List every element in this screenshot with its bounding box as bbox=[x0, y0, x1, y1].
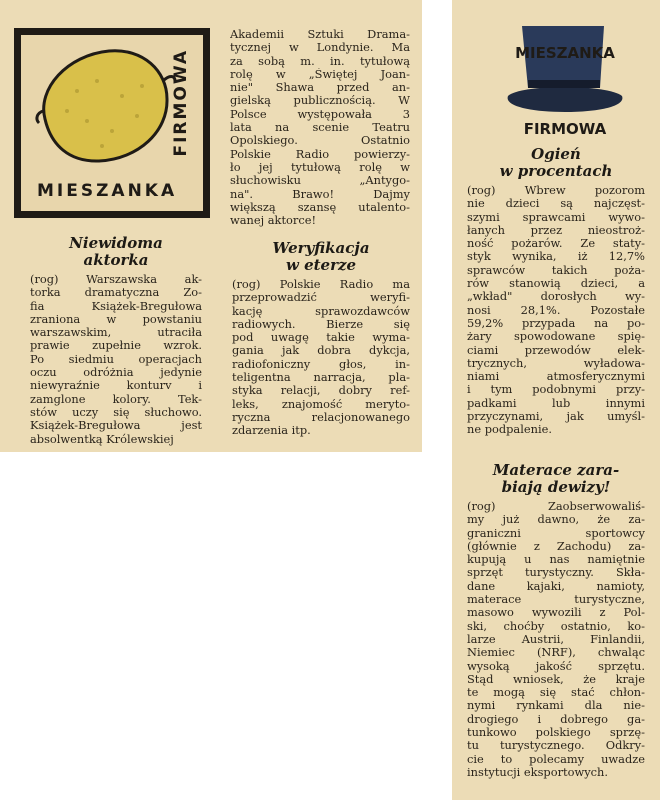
lemon-icon bbox=[27, 41, 177, 171]
article-ogien-w-procentach bbox=[467, 146, 645, 437]
text-line: tu turystycznego. Odkry- bbox=[467, 739, 645, 753]
text-line: ło jej tytułową rolę w bbox=[230, 160, 410, 174]
text-line: rów stanowią dzieci, a bbox=[467, 277, 645, 291]
article-body bbox=[467, 184, 645, 437]
logo-bottom-word: MIESZANKA bbox=[37, 181, 178, 201]
article-title: Niewidoma aktorka bbox=[69, 234, 163, 269]
text-line: zraniona w powstaniu bbox=[30, 312, 202, 326]
text-line: tunkowo polskiego sprzę- bbox=[467, 726, 645, 740]
text-line: ne podpalenie. bbox=[467, 423, 552, 437]
text-line: fia Książek-Bregułowa bbox=[30, 299, 202, 313]
text-line: styk wynika, iż 12,7% bbox=[467, 250, 645, 264]
text-line: żary spowodowane spię- bbox=[467, 330, 645, 344]
text-line: (rog) Warszawska ak- bbox=[30, 273, 202, 286]
text-line: Książek-Bregułowa jest bbox=[30, 419, 202, 433]
text-line: my już dawno, że za- bbox=[467, 513, 645, 527]
text-line: Niemiec (NRF), chwaląc bbox=[467, 646, 645, 660]
text-line: nie dzieci są najczęst- bbox=[467, 197, 645, 211]
hat-bottom-word: FIRMOWA bbox=[523, 120, 607, 138]
text-line: trycznych, wyładowa- bbox=[467, 356, 645, 370]
text-line: masowo wywozili z Pol- bbox=[467, 606, 645, 620]
text-line: (głównie z Zachodu) za- bbox=[467, 539, 645, 553]
text-line: niewyraźnie konturv i bbox=[30, 379, 202, 393]
text-line: (rog) Zaobserwowaliś- bbox=[467, 500, 645, 513]
article-body bbox=[232, 278, 410, 438]
text-line: słuchowisku „Antygo- bbox=[230, 174, 410, 188]
text-line: 59,2% przypada na po- bbox=[467, 316, 645, 330]
article-materace-zarabiaja-dewizy bbox=[467, 462, 645, 779]
logo-vertical-word: FIRMOWA bbox=[171, 49, 191, 157]
text-line: leks, znajomość meryto- bbox=[232, 397, 410, 411]
text-line: drogiego i dobrego ga- bbox=[467, 712, 645, 726]
text-line: stów uczy się słuchowo. bbox=[30, 405, 202, 419]
text-line: Po siedmiu operacjach bbox=[30, 352, 202, 366]
text-line: tycznej w Londynie. Ma bbox=[230, 41, 410, 55]
article-weryfikacja-w-eterze bbox=[232, 240, 410, 438]
text-line: radiofoniczny głos, in- bbox=[232, 357, 410, 371]
text-line: i tym podobnymi przy- bbox=[467, 383, 645, 397]
text-line: styka relacji, dobry ref- bbox=[232, 384, 410, 398]
text-line: nie" Shawa przed an- bbox=[230, 81, 410, 95]
text-line: ryczna relacjonowanego bbox=[232, 410, 410, 424]
article-body bbox=[230, 28, 410, 227]
text-line: graniczni sportowcy bbox=[467, 526, 645, 540]
article-niewidoma-aktorka bbox=[30, 235, 202, 446]
text-line: Polskie Radio powierzy- bbox=[230, 147, 410, 161]
article-body bbox=[467, 500, 645, 779]
text-line: Opolskiego. Ostatnio bbox=[230, 134, 410, 148]
text-line: lata na scenie Teatru bbox=[230, 121, 410, 135]
text-line: radiowych. Bierze się bbox=[232, 317, 410, 331]
text-line: cie to polecamy uwadze bbox=[467, 752, 645, 766]
text-line: larze Austrii, Finlandii, bbox=[467, 632, 645, 646]
text-line: gielską publicznością. W bbox=[230, 94, 410, 108]
mieszanka-firmowa-logo bbox=[14, 28, 210, 218]
text-line: rolę w „Świętej Joan- bbox=[230, 67, 410, 81]
text-line: teligentna narracja, pla- bbox=[232, 371, 410, 385]
text-line: (rog) Wbrew pozorom bbox=[467, 184, 645, 197]
text-line: dane kajaki, namioty, bbox=[467, 579, 645, 593]
text-line: sprzęt turystyczny. Skła- bbox=[467, 566, 645, 580]
text-line: zamglone kolory. Tek- bbox=[30, 392, 202, 406]
text-line: te mogą się stać chłon- bbox=[467, 686, 645, 700]
text-line: prawie zupełnie wzrok. bbox=[30, 339, 202, 353]
text-line: Stąd wniosek, że kraje bbox=[467, 672, 645, 686]
text-line: instytucji eksportowych. bbox=[467, 765, 608, 779]
text-line: łanych przez nieostroż- bbox=[467, 223, 645, 237]
text-line: ciami przewodów elek- bbox=[467, 343, 645, 357]
text-line: przeprowadzić weryfi- bbox=[232, 291, 410, 305]
text-line: kupują u nas namiętnie bbox=[467, 553, 645, 567]
article-niewidoma-continued bbox=[230, 28, 410, 227]
text-line: warszawskim, utraciła bbox=[30, 326, 202, 340]
text-line: Polsce występowała 3 bbox=[230, 107, 410, 121]
hat-letters: MIESZANKA bbox=[515, 44, 615, 62]
text-line: wysoką jakość sprzętu. bbox=[467, 659, 645, 673]
text-line: kację sprawozdawców bbox=[232, 304, 410, 318]
text-line: na". Brawo! Dajmy bbox=[230, 187, 410, 201]
text-line: ski, choćby ostatnio, ko- bbox=[467, 619, 645, 633]
text-line: nymi rynkami dla nie- bbox=[467, 699, 645, 713]
text-line: „wkład" dorosłych wy- bbox=[467, 290, 645, 304]
text-line: sprawców takich poża- bbox=[467, 263, 645, 277]
text-line: niami atmosferycznymi bbox=[467, 370, 645, 384]
text-line: wanej aktorce! bbox=[230, 214, 317, 228]
text-line: za sobą m. in. tytułową bbox=[230, 54, 410, 68]
top-hat-logo bbox=[500, 18, 630, 138]
article-title: Weryfikacja w eterze bbox=[272, 239, 370, 274]
text-line: oczu odróżnia jedynie bbox=[30, 366, 202, 380]
text-line: większą szansę utalento- bbox=[230, 200, 410, 214]
text-line: padkami lub innymi bbox=[467, 396, 645, 410]
text-line: ność pożarów. Ze staty- bbox=[467, 237, 645, 251]
article-body bbox=[30, 273, 202, 446]
text-line: gania jak dobra dykcja, bbox=[232, 344, 410, 358]
article-title: Ogień w procentach bbox=[499, 145, 613, 180]
text-line: przyczynami, jak umyśl- bbox=[467, 410, 645, 424]
text-line: (rog) Polskie Radio ma bbox=[232, 278, 410, 291]
text-line: pod uwagę takie wyma- bbox=[232, 331, 410, 345]
top-hat-icon bbox=[508, 26, 623, 112]
text-line: materace turystyczne, bbox=[467, 593, 645, 607]
text-line: nosi 28,1%. Pozostałe bbox=[467, 303, 645, 317]
text-line: zdarzenia itp. bbox=[232, 424, 311, 438]
text-line: Akademii Sztuki Drama- bbox=[230, 28, 410, 41]
article-title: Materace zara- biają dewizy! bbox=[492, 461, 620, 496]
text-line: torka dramatyczna Zo- bbox=[30, 286, 202, 300]
text-line: szymi sprawcami wywo- bbox=[467, 210, 645, 224]
text-line: absolwentką Królewskiej bbox=[30, 432, 174, 446]
